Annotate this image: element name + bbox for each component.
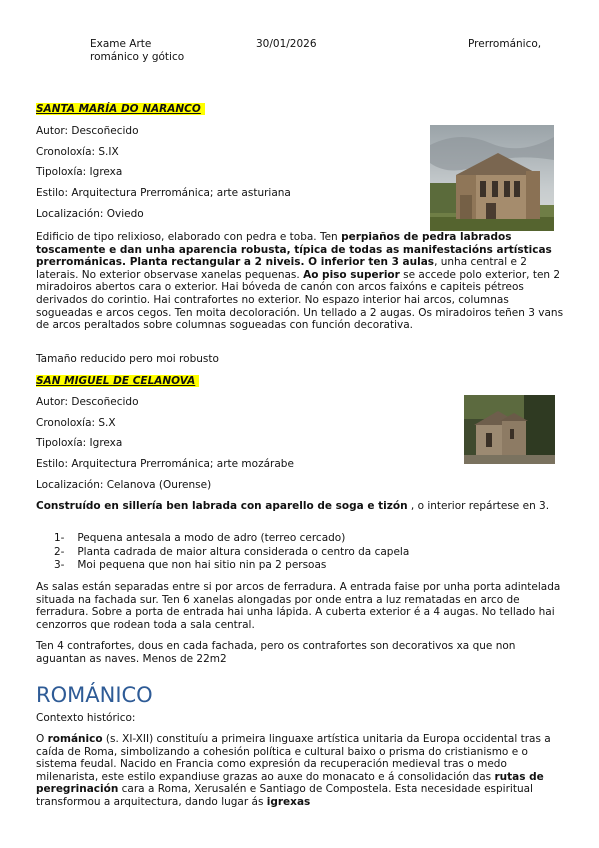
list-item (36, 559, 409, 573)
list-item (36, 546, 409, 560)
list-item-number: 3- (54, 559, 65, 571)
list-item (36, 532, 409, 546)
naranco-title: SANTA MARÍA DO NARANCO (36, 103, 205, 115)
naranco-localizacion: Localización: Oviedo (36, 208, 144, 220)
naranco-desc-text3: se accede polo exterior, ten 2 miradoiros abertos cara o exterior. Hai bóveda de canón con arcos faixóns e capiteis pétreos derivados do corintio. Hai contrafortes no exterior. No espazo interior hai arcos, columnas sogueadas e arcos cegos. Ten moita decoloración. Un tellado a 2 augas. Os miradoiros teñen 3 vans de arcos peraltados sobre columnas sogueadas con función decorativa. (36, 268, 564, 332)
naranco-autor: Autor: Descoñecido (36, 125, 139, 137)
romanico-text3: cara a Roma, Xerusalén e Santiago de Compostela. Esta necesidade espiritual transformou a arquitectura, dando lugar ás (36, 783, 533, 808)
celanova-localizacion: Localización: Celanova (Ourense) (36, 479, 212, 491)
header-section: Prerrománico, (468, 38, 542, 50)
celanova-photo (464, 395, 555, 464)
header-title-line2: románico y gótico (90, 51, 185, 63)
celanova-estilo: Estilo: Arquitectura Prerrománica; arte mozárabe (36, 458, 294, 470)
romanico-bold2: rutas de peregrinación (36, 770, 544, 796)
romanico-bold1: románico (47, 733, 103, 745)
naranco-desc-text1: Edificio de tipo relixioso, elaborado con pedra e toba. Ten (36, 231, 342, 243)
naranco-photo (430, 125, 554, 231)
romanico-text1: O (36, 733, 48, 745)
celanova-paragraph-1: As salas están separadas entre si por arcos de ferradura. A entrada faise por unha porta adintelada situada na fachada sur. Ten 6 xanelas alongadas por onde entra a luz rematadas en arco de ferradura. Sobre a porta de entrada hai unha lápida. A cuberta exterior é a 4 augas. No tellado hai cenzorros que rodean toda a sala central. (36, 581, 561, 631)
celanova-title: SAN MIGUEL DE CELANOVA (36, 375, 199, 387)
celanova-intro-bold: Construído en sillería ben labrada con aparello de soga e tizón (36, 500, 408, 512)
romanico-bold3: igrexas (266, 795, 311, 808)
header-title-line1: Exame Arte (90, 38, 152, 50)
celanova-intro (36, 500, 564, 513)
naranco-tipoloxia: Tipoloxía: Igrexa (36, 166, 123, 178)
romanico-text2: (s. XI-XII) constituíu a primeira linguaxe artística unitaria da Europa occidental tras a caída de Roma, simbolizando a cohesión política e cultural baixo o prisma do cristianismo e o sistema feudal. Nacido en Francia como expresión da recuperación medieval tras o medo milenarista, este estilo expandiuse grazas ao auxe do monacato e á consolidación das (36, 733, 551, 783)
section-title-celanova (36, 375, 199, 387)
naranco-estilo: Estilo: Arquitectura Prerrománica; arte asturiana (36, 187, 291, 199)
celanova-cronoloxia: Cronoloxía: S.X (36, 417, 116, 429)
list-item-text: Pequena antesala a modo de adro (terreo cercado) (77, 532, 346, 544)
naranco-description (36, 231, 564, 332)
list-item-number: 2- (54, 545, 65, 558)
naranco-desc-text2: , unha central e 2 laterais. No exterior observase xanelas pequenas. (36, 256, 527, 281)
celanova-tipoloxia: Tipoloxía: Igrexa (36, 437, 123, 449)
celanova-autor: Autor: Descoñecido (36, 396, 139, 408)
romanico-heading: ROMÁNICO (36, 683, 153, 707)
celanova-paragraph-2: Ten 4 contrafortes, dous en cada fachada, pero os contrafortes son decorativos xa que non aguantan as naves. Menos de 22m2 (36, 640, 516, 665)
list-item-text: Planta cadrada de maior altura considerada o centro da capela (77, 545, 410, 558)
section-title-naranco (36, 103, 205, 115)
list-item-text: Moi pequena que non hai sitio nin pa 2 persoas (77, 559, 327, 571)
list-item-number: 1- (54, 532, 65, 544)
naranco-desc-bold2: Ao piso superior (303, 268, 400, 281)
naranco-note: Tamaño reducido pero moi robusto (36, 353, 219, 365)
naranco-desc-bold1: perpiaños de pedra labrados toscamente e dan unha aparencia robusta, típica de todas as manifestacións artísticas prerrománicas. Planta rectangular a 2 niveis. O inferior ten 3 aulas (36, 231, 552, 269)
naranco-cronoloxia: Cronoloxía: S.IX (36, 146, 119, 158)
celanova-rooms-list (36, 532, 409, 573)
header-date: 30/01/2026 (256, 38, 317, 50)
romanico-context-paragraph (36, 733, 564, 809)
celanova-intro-rest: , o interior repártese en 3. (407, 500, 550, 512)
romanico-subheading: Contexto histórico: (36, 712, 136, 724)
